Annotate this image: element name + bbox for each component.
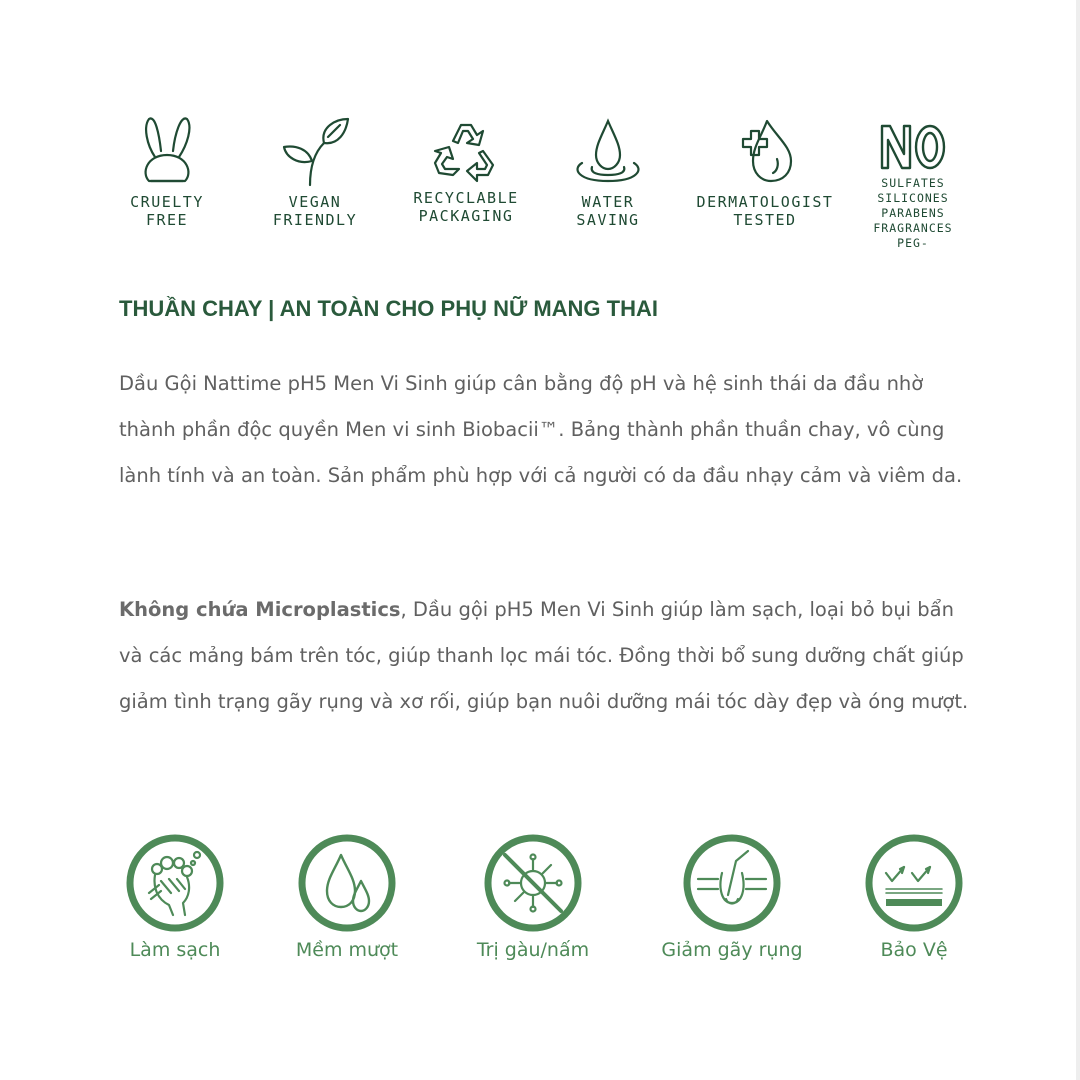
benefit-label: Bảo Vệ: [880, 939, 948, 961]
benefit-bao-ve: [814, 833, 1014, 961]
no-fungus-icon: [483, 833, 583, 933]
benefit-giam-gay-rung: [632, 833, 832, 961]
sprout-icon: [280, 115, 350, 187]
no-icon: [878, 120, 948, 172]
badge-cruelty-free: [107, 115, 227, 229]
badge-label: WATER SAVING: [576, 193, 640, 229]
derma-drop-icon: [733, 115, 797, 187]
badge-vegan-friendly: [255, 115, 375, 229]
benefit-label: Giảm gãy rụng: [661, 939, 803, 961]
benefit-lam-sach: [75, 833, 275, 961]
description-paragraph-2: [119, 587, 969, 725]
badge-label: CRUELTY FREE: [130, 193, 204, 229]
badge-water-saving: [553, 115, 663, 229]
badge-recyclable-packaging: [396, 115, 536, 225]
benefit-mem-muot: [247, 833, 447, 961]
paragraph-2-text: , Dầu gội pH5 Men Vi Sinh giúp làm sạch, loại bỏ bụi bẩn và các mảng bám trên tóc, giúp thanh lọc mái tóc. Đồng thời bổ sung dưỡng chất giúp giảm tình trạng gãy rụng và xơ rối, giúp bạn nuôi dưỡng mái tóc dày đẹp và óng mượt.: [119, 598, 969, 713]
benefit-tri-gau-nam: [433, 833, 633, 961]
benefit-label: Mềm mượt: [295, 939, 399, 961]
description-paragraph-1: Dầu Gội Nattime pH5 Men Vi Sinh giúp cân bằng độ pH và hệ sinh thái da đầu nhờ thành phần độc quyền Men vi sinh Biobacii™. Bảng thành phần thuần chay, vô cùng lành tính và an toàn. Sản phẩm phù hợp với cả người có da đầu nhạy cảm và viêm da.: [119, 372, 963, 487]
headline: THUẦN CHAY | AN TOÀN CHO PHỤ NỮ MANG THAI: [119, 296, 658, 321]
badge-free-from: [858, 120, 968, 251]
free-from-item: SULFATES: [881, 176, 945, 190]
water-drop-icon: [568, 115, 648, 187]
recycle-icon: [431, 115, 501, 183]
free-from-item: PEG-: [897, 236, 929, 250]
badge-label: DERMATOLOGIST TESTED: [696, 193, 834, 229]
free-from-item: FRAGRANCES: [873, 221, 953, 235]
free-from-item: SILICONES: [877, 191, 949, 205]
microplastics-free-highlight: Không chứa Microplastics: [119, 598, 401, 621]
benefit-label: Làm sạch: [129, 939, 221, 961]
badge-label: RECYCLABLE PACKAGING: [413, 189, 519, 225]
badge-dermatologist-tested: [684, 115, 846, 229]
washing-hair-icon: [125, 833, 225, 933]
soft-drops-icon: [297, 833, 397, 933]
bunny-icon: [137, 115, 197, 187]
eco-badges-row: [0, 0, 1080, 270]
free-from-list: [858, 176, 968, 251]
benefit-label: Trị gàu/nấm: [476, 939, 590, 961]
shield-layer-icon: [864, 833, 964, 933]
hair-follicle-icon: [682, 833, 782, 933]
badge-label: VEGAN FRIENDLY: [272, 193, 358, 229]
free-from-item: PARABENS: [881, 206, 945, 220]
